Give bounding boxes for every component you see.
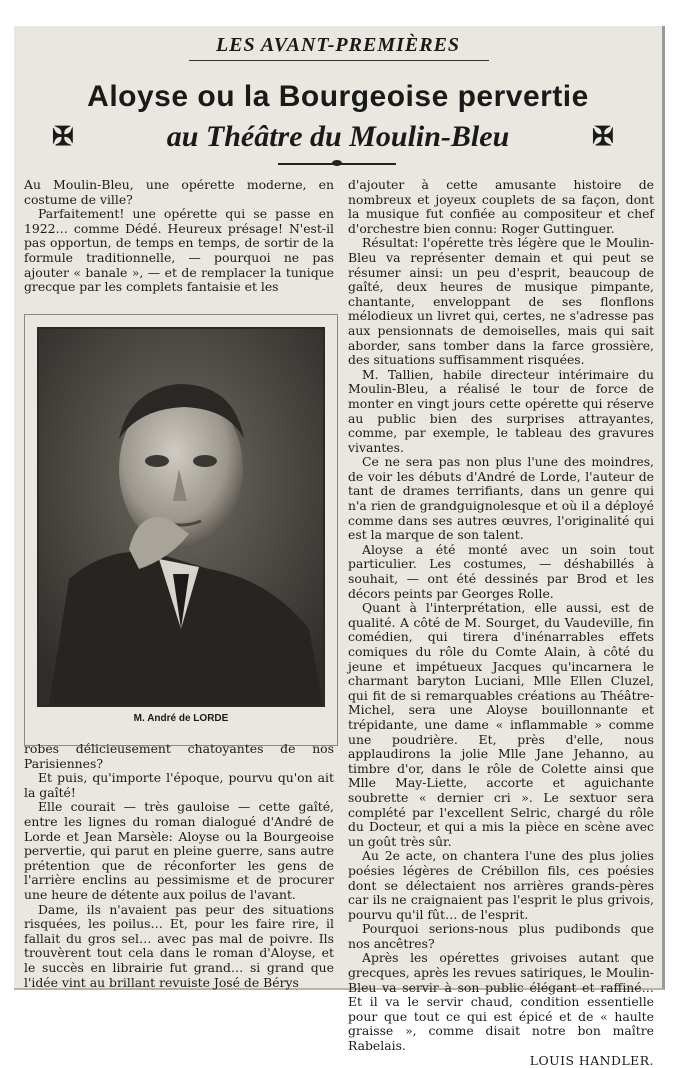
paragraph: Après les opérettes grivoises autant que grecques, après les revues satiriques, le Moulin-Bleu va servir à son public élégant et raffiné… Et il va le servir chaud, condition essentielle pour que tout ce qui est épicé et de « haulte graisse », comme disait notre bon maître Rabelais. bbox=[348, 950, 654, 1054]
author-signature: LOUIS HANDLER. bbox=[529, 1052, 654, 1068]
paragraph: M. Tallien, habile directeur intérimaire du Moulin-Bleu, a réalisé le tour de force de monter en vingt jours cette opérette qui réserve au public bien des surprises attrayantes, comme, par exemple, le tableau des gravures vivantes. bbox=[348, 366, 654, 455]
paragraph: d'ajouter à cette amusante histoire de nombreux et joyeux couplets de sa façon, dont la musique fut confiée au compositeur et chef d'orchestre bien connu: Roger Guttinguer. bbox=[348, 177, 654, 236]
paragraph: Elle courait — très gauloise — cette gaîté, entre les lignes du roman dialogué d'André de Lorde et Jean Marsèle: Aloyse ou la Bourgeoise pervertie, qui parut en pleine guerre, sans autre prétention que de réconforter les gens de l'arrière enclins au pessimisme et de procurer une heure de détente aux poilus de l'avant. bbox=[24, 799, 334, 902]
paragraph: Quant à l'interprétation, elle aussi, est de qualité. A côté de M. Sourget, du Vaudeville, fin comédien, qui tirera d'inénarrables effets comiques du rôle du Comte Alain, à côté du jeune et impétueux Jacques qu'incarnera le charmant baryton Luciani, Mlle Ellen Cluzel, qui fit de si remarquables créations au Théâtre-Michel, sera une Aloyse bouillonnante et trépidante, une dame « inflammable » comme une poudrière. Et, près d'elle, nous applaudirons la jolie Mlle Jane Jehanno, au timbre d'or, dans le rôle de Colette ainsi que Mlle May-Liette, accorte et aguichante soubrette « dernier cri ». Le sextuor sera complété par l'excellent Selric, chargé du rôle du Docteur, et qui a mis la pièce en scène avec un goût très sûr. bbox=[348, 600, 654, 849]
ornament-left-icon: ✠ bbox=[52, 122, 74, 152]
paragraph: Au 2e acte, on chantera l'une des plus jolies poésies légères de Crébillon fils, ces poésies dont se délectaient nos arrières grands-pères car ils ne craignaient pas l'esprit le plus grivois, pourvu qu'il fût… de l'esprit. bbox=[348, 848, 654, 922]
left-column-bottom bbox=[24, 742, 334, 990]
ornament-right-icon: ✠ bbox=[592, 122, 614, 152]
rubric-rule bbox=[189, 60, 489, 61]
paragraph: Ce ne sera pas non plus l'une des moindres, de voir les débuts d'André de Lorde, l'auteur de tant de drames terrifiants, dans un genre qui n'a rien de grandguignolesque et où il a déployé comme dans ses autres œuvres, l'originalité qui est la marque de son talent. bbox=[348, 454, 654, 543]
headline-line-2: au Théâtre du Moulin-Bleu bbox=[166, 120, 510, 153]
photo-caption: M. André de LORDE bbox=[133, 713, 229, 724]
newspaper-page bbox=[14, 26, 665, 1068]
paragraph: Parfaitement! une opérette qui se passe en 1922… comme Dédé. Heureux présage! N'est-il pas opportun, de temps en temps, de sortir de la formule traditionnelle, — pourquoi ne pas ajouter « banale », — et de remplacer la tunique grecque par les complets fantaisie et les bbox=[24, 206, 334, 295]
section-rubric: LES AVANT-PREMIÈRES bbox=[215, 34, 461, 56]
paragraph: robes délicieusement chatoyantes de nos Parisiennes? bbox=[24, 741, 334, 771]
portrait-figure bbox=[24, 314, 338, 746]
left-column-top bbox=[24, 178, 334, 295]
portrait-illustration bbox=[39, 329, 323, 705]
portrait-photo bbox=[37, 327, 325, 707]
right-column bbox=[348, 178, 654, 1068]
paragraph: Dame, ils n'avaient pas peur des situations risquées, les poilus… Et, pour les faire rire, il fallait du gros sel… avec pas mal de poivre. Ils trouvèrent tout cela dans le roman d'Aloyse, et le succès en librairie fut grand… si grand que l'idée vint au brillant revuiste José de Bérys bbox=[24, 901, 334, 990]
paragraph: Pourquoi serions-nous plus pudibonds que nos ancêtres? bbox=[348, 921, 654, 951]
paragraph: Résultat: l'opérette très légère que le Moulin-Bleu va représenter demain et qui peut se résumer ainsi: un peu d'esprit, beaucoup de gaîté, deux heures de musique pimpante, chantante, enveloppant de ses flonflons mélodieux un livret qui, certes, ne s'adresse pas aux pensionnats de demoiselles, mais qui sait aborder, sans tomber dans la farce grossière, des situations suffisamment risquées. bbox=[348, 235, 654, 368]
headline-rule-ornament bbox=[332, 160, 342, 166]
paragraph: Et puis, qu'importe l'époque, pourvu qu'on ait la gaîté! bbox=[24, 770, 334, 800]
paragraph: Aloyse a été monté avec un soin tout particulier. Les costumes, — déshabillés à souhait, — ont été dessinés par Brod et les décors peints par Georges Rolle. bbox=[348, 541, 654, 601]
paragraph: Au Moulin-Bleu, une opérette moderne, en costume de ville? bbox=[24, 177, 334, 207]
headline-line-1: Aloyse ou la Bourgeoise pervertie bbox=[87, 80, 589, 113]
